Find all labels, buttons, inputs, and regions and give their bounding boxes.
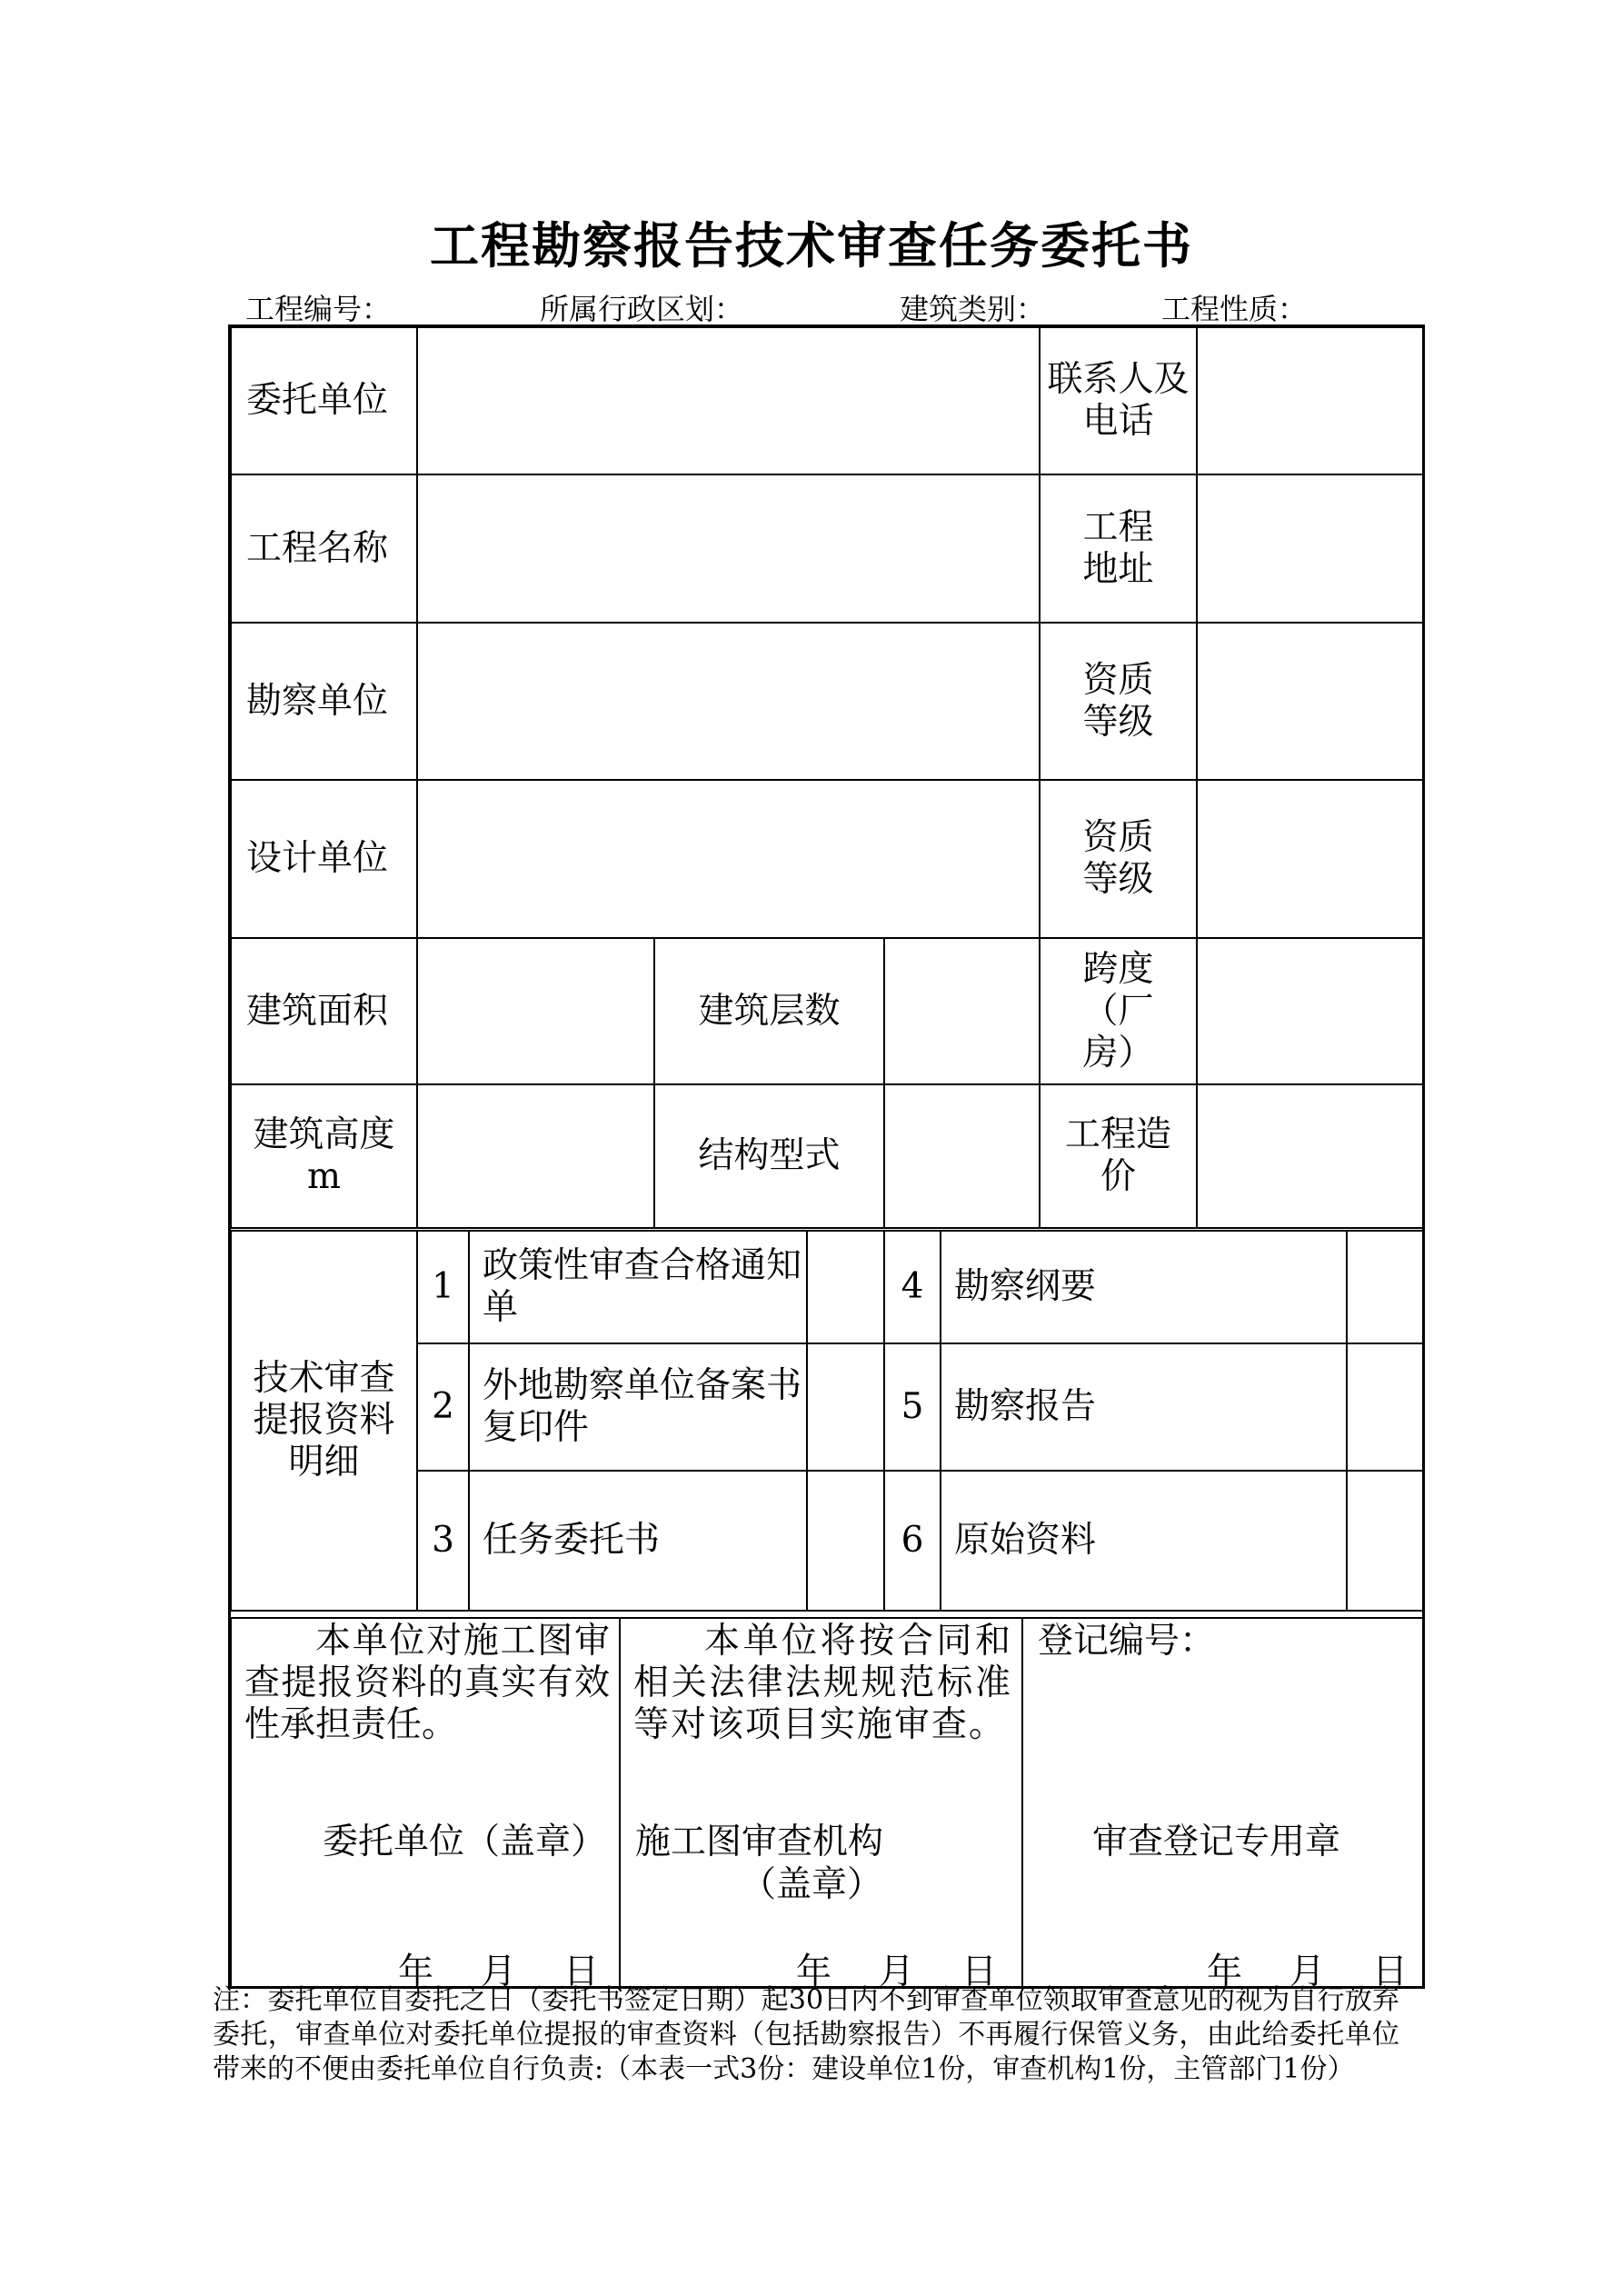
signature-table: [230, 1617, 1425, 1989]
registration-cell: [1022, 1618, 1424, 1988]
design-unit-label: 设计单位: [231, 780, 417, 938]
item-text: 勘察纲要: [941, 1231, 1347, 1343]
item-text: 原始资料: [941, 1471, 1347, 1611]
item-number: 1: [417, 1231, 469, 1343]
item-check[interactable]: [1347, 1343, 1424, 1471]
qualification-value-2[interactable]: [1197, 780, 1424, 938]
region-label: 所属行政区划：: [540, 292, 744, 326]
structure-type-label: 结构型式: [654, 1084, 884, 1228]
item-number: 3: [417, 1471, 469, 1611]
project-cost-value[interactable]: [1197, 1084, 1424, 1228]
qualification-label-1: 资质等级: [1040, 623, 1197, 780]
date-month: 月: [1289, 1952, 1326, 1992]
agency-seal-label: 施工图审查机构: [635, 1822, 884, 1862]
project-info-table: [230, 326, 1425, 1229]
agency-sign-cell: [620, 1618, 1022, 1988]
floors-label: 建筑层数: [654, 938, 884, 1084]
item-number: 6: [884, 1471, 941, 1611]
client-unit-label: 委托单位: [231, 327, 417, 474]
item-text: 勘察报告: [941, 1343, 1347, 1471]
span-value[interactable]: [1197, 938, 1424, 1084]
item-number: 2: [417, 1343, 469, 1471]
contact-value[interactable]: [1197, 327, 1424, 474]
item-check[interactable]: [1347, 1471, 1424, 1611]
item-check[interactable]: [807, 1471, 884, 1611]
date-year: 年: [398, 1952, 434, 1992]
building-height-value[interactable]: [417, 1084, 654, 1228]
building-height-label: 建筑高度m: [231, 1084, 417, 1228]
item-number: 4: [884, 1231, 941, 1343]
project-cost-label: 工程造价: [1040, 1084, 1197, 1228]
structure-type-value[interactable]: [884, 1084, 1040, 1228]
survey-unit-value[interactable]: [417, 623, 1040, 780]
item-text: 外地勘察单位备案书复印件: [469, 1343, 807, 1471]
materials-label: 技术审查提报资料明细: [231, 1231, 417, 1611]
client-sign-cell: [231, 1618, 620, 1988]
building-area-value[interactable]: [417, 938, 654, 1084]
agency-statement: 本单位将按合同和相关法律法规规范标准等对该项目实施审查。: [633, 1621, 1012, 1745]
date-day: 日: [1372, 1952, 1409, 1992]
contact-label: 联系人及电话: [1040, 327, 1197, 474]
client-unit-value[interactable]: [417, 327, 1040, 474]
building-area-label: 建筑面积: [231, 938, 417, 1084]
project-name-label: 工程名称: [231, 474, 417, 623]
registration-seal-label: 审查登记专用章: [1092, 1822, 1341, 1862]
item-text: 政策性审查合格通知单: [469, 1231, 807, 1343]
client-statement: 本单位对施工图审查提报资料的真实有效性承担责任。: [244, 1621, 610, 1745]
qualification-label-2: 资质等级: [1040, 780, 1197, 938]
date-day: 日: [563, 1952, 600, 1992]
date-month: 月: [481, 1952, 517, 1992]
materials-table: [230, 1230, 1425, 1612]
survey-unit-label: 勘察单位: [231, 623, 417, 780]
agency-seal-suffix: （盖章）: [741, 1864, 883, 1905]
item-check[interactable]: [807, 1231, 884, 1343]
item-check[interactable]: [807, 1343, 884, 1471]
item-text: 任务委托书: [469, 1471, 807, 1611]
date-year: 年: [1207, 1952, 1243, 1992]
building-type-label: 建筑类别：: [900, 292, 1046, 326]
date-year: 年: [796, 1952, 832, 1992]
registration-no-label: 登记编号：: [1038, 1621, 1216, 1662]
footnote: 注：委托单位自委托之日（委托书签定日期）起30日内不到审查单位领取审查意见的视为自行放弃委托，审查单位对委托单位提报的审查资料（包括勘察报告）不再履行保管义务，由此给委托单位带来的不便由委托单位自行负责:（本表一式3份：建设单位1份，审查机构1份，主管部门1份）: [213, 1984, 1399, 2085]
project-address-value[interactable]: [1197, 474, 1424, 623]
date-day: 日: [961, 1952, 998, 1992]
qualification-value-1[interactable]: [1197, 623, 1424, 780]
document-title: 工程勘察报告技术审查任务委托书: [430, 217, 1193, 275]
span-label: 跨度（厂房）: [1040, 938, 1197, 1084]
item-number: 5: [884, 1343, 941, 1471]
floors-value[interactable]: [884, 938, 1040, 1084]
project-name-value[interactable]: [417, 474, 1040, 623]
client-seal-label: 委托单位（盖章）: [323, 1822, 607, 1862]
date-month: 月: [879, 1952, 915, 1992]
design-unit-value[interactable]: [417, 780, 1040, 938]
project-nature-label: 工程性质：: [1161, 292, 1308, 326]
project-no-label: 工程编号：: [245, 292, 392, 326]
item-check[interactable]: [1347, 1231, 1424, 1343]
project-address-label: 工程地址: [1040, 474, 1197, 623]
